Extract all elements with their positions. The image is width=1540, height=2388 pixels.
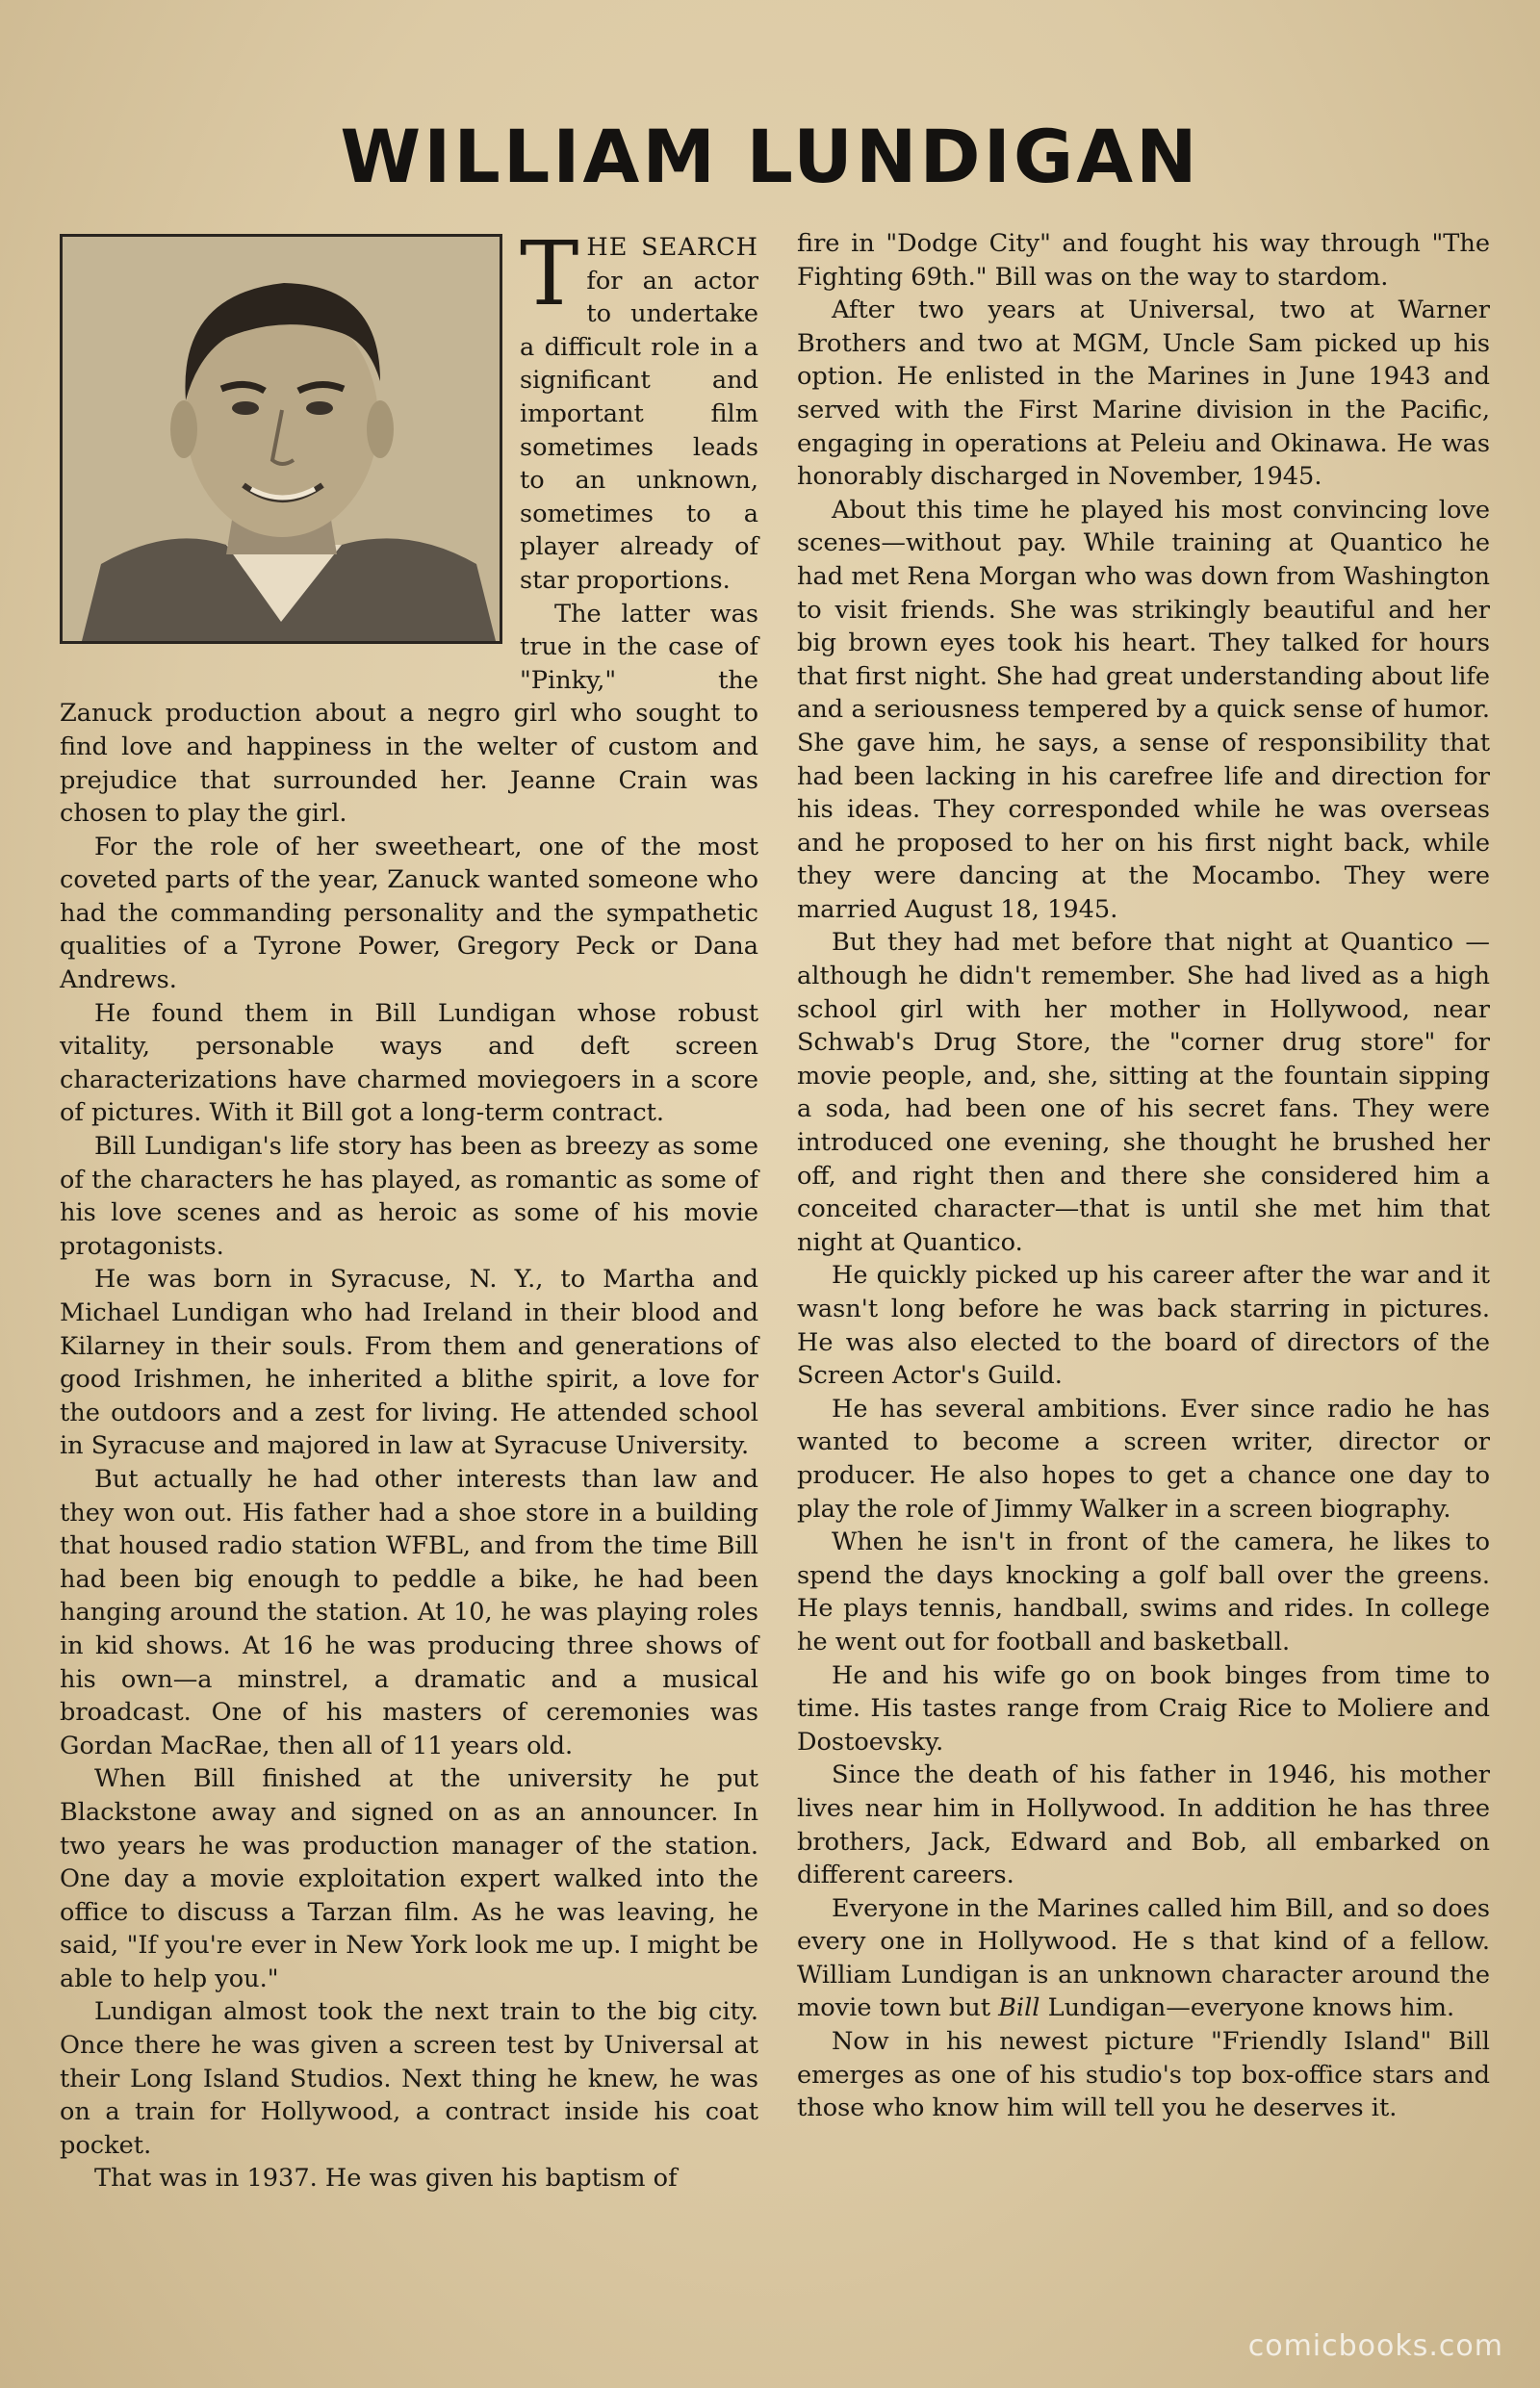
article-paragraph: That was in 1937. He was given his baptism of: [94, 2164, 678, 2194]
article-paragraph: But actually he had other interests than law and they won out. His father had a shoe store in a building that housed radio station WFBL, and from the time Bill had been big enough to peddle a bike, he had been hanging around the station. At 10, he was playing roles in kid shows. At 16 he was producing three shows of his own—a minstrel, a dramatic and a musical broadcast. One of his masters of ceremonies was Gordan MacRae, then all of 11 years old.: [60, 1464, 758, 1760]
photo-wrap-spacer: [60, 231, 520, 674]
opening-smallcaps: HE SEARCH: [586, 233, 758, 262]
article-paragraph: He found them in Bill Lundigan whose robust vitality, personable ways and deft screen characterizations have charmed moviegoers in a score of pictures. With it Bill got a long-term contract.: [60, 998, 758, 1128]
article-paragraph: The latter was true in the case of "Pinky," the Zanuck production about a negro girl who sought to find love and happiness in the welter of custom and prejudice that surrounded her. Jeanne Crain was chosen to play the girl.: [60, 599, 758, 829]
article-paragraph: He and his wife go on book binges from time to time. His tastes range from Craig Rice to Moliere and Dostoevsky.: [797, 1660, 1490, 1757]
article-paragraph: When he isn't in front of the camera, he likes to spend the days knocking a golf ball over the greens. He plays tennis, handball, swims and rides. In college he went out for football and basketball.: [797, 1528, 1490, 1656]
article-paragraph: After two years at Universal, two at Warner Brothers and two at MGM, Uncle Sam picked up his option. He enlisted in the Marines in June 1943 and served with the First Marine division in the Pacific, engaging in operations at Peleiu and Okinawa. He was honorably discharged in November, 1945.: [797, 295, 1490, 492]
italic-name: Bill: [998, 1993, 1040, 2023]
article-paragraph: He was born in Syracuse, N. Y., to Martha and Michael Lundigan who had Ireland in their blood and Kilarney in their souls. From them and generations of good Irishmen, he inherited a blithe spirit, a love for the outdoors and a zest for living. He attended school in Syracuse and majored in law at Syracuse University.: [60, 1265, 758, 1461]
article-paragraph: fire in "Dodge City" and fought his way through "The Fighting 69th." Bill was on the way to stardom.: [797, 229, 1490, 292]
article-paragraph: Now in his newest picture "Friendly Island" Bill emerges as one of his studio's top box-office stars and those who know him will tell you he deserves it.: [797, 2027, 1490, 2123]
article-paragraph: Lundigan almost took the next train to the big city. Once there he was given a screen test by Universal at their Long Island Studios. Next thing he knew, he was on a train for Hollywood, a contract inside his coat pocket.: [60, 1997, 758, 2160]
article-paragraph: He quickly picked up his career after the war and it wasn't long before he was back starring in pictures. He was also elected to the board of directors of the Screen Actor's Guild.: [797, 1261, 1490, 1391]
article-paragraph: About this time he played his most convincing love scenes—without pay. While training at Quantico he had met Rena Morgan who was down from Washington to visit friends. She was strikingly beautiful and her big brown eyes took his heart. They talked for hours that first night. She had great understanding about life and a seriousness tempered by a quick sense of humor. She gave him, he says, a sense of responsibility that had been lacking in his carefree life and direction for his ideas. They corresponded while he was overseas and he proposed to her on his first night back, while they were dancing at the Mocambo. They were married August 18, 1945.: [797, 495, 1490, 924]
drop-cap: T: [520, 222, 579, 325]
page-title: WILLIAM LUNDIGAN: [340, 114, 1200, 199]
paragraph-text: Everyone in the Marines called him Bill, and so does every one in Hollywood. He s that kind of a fellow. William Lundigan is an unknown character around the movie town but: [797, 1893, 1490, 2023]
article-paragraph: For the role of her sweetheart, one of the most coveted parts of the year, Zanuck wanted someone who had the commanding personality and the sympathetic qualities of a Tyrone Power, Gregory Peck or Dana Andrews.: [60, 832, 758, 995]
opening-text: for an actor to undertake a difficult role in a significant and important film sometimes leads to an unknown, sometimes to a player already of star proportions.: [520, 266, 758, 595]
left-column: [60, 222, 758, 2195]
right-column: [797, 227, 1490, 2125]
article-paragraph-mixed: [797, 1892, 1490, 2025]
article-paragraph: But they had met before that night at Quantico —although he didn't remember. She had lived as a high school girl with her mother in Hollywood, near Schwab's Drug Store, the "corner drug store" for movie people, and, she, sitting at the fountain sipping a soda, had been one of his secret fans. They were introduced one evening, she thought he brushed her off, and right then and there she considered him a conceited character—that is until she met him that night at Quantico.: [797, 928, 1490, 1257]
article-paragraph: Bill Lundigan's life story has been as breezy as some of the characters he has played, as romantic as some of his love scenes and as heroic as some of his movie protagonists.: [60, 1132, 758, 1261]
article-paragraph: Since the death of his father in 1946, his mother lives near him in Hollywood. In addition he has three brothers, Jack, Edward and Bob, all embarked on different careers.: [797, 1760, 1490, 1890]
article-paragraph: When Bill finished at the university he put Blackstone away and signed on as an announcer. In two years he was production manager of the station. One day a movie exploitation expert walked into the office to discuss a Tarzan film. As he was leaving, he said, "If you're ever in New York look me up. I might be able to help you.": [60, 1764, 758, 1993]
paragraph-tail: Lundigan—everyone knows him.: [1040, 1993, 1455, 2023]
article-paragraph: He has several ambitions. Ever since radio he has wanted to become a screen writer, director or producer. He also hopes to get a chance one day to play the role of Jimmy Walker in a screen biography.: [797, 1394, 1490, 1524]
site-watermark: comicbooks.com: [1247, 2329, 1503, 2363]
